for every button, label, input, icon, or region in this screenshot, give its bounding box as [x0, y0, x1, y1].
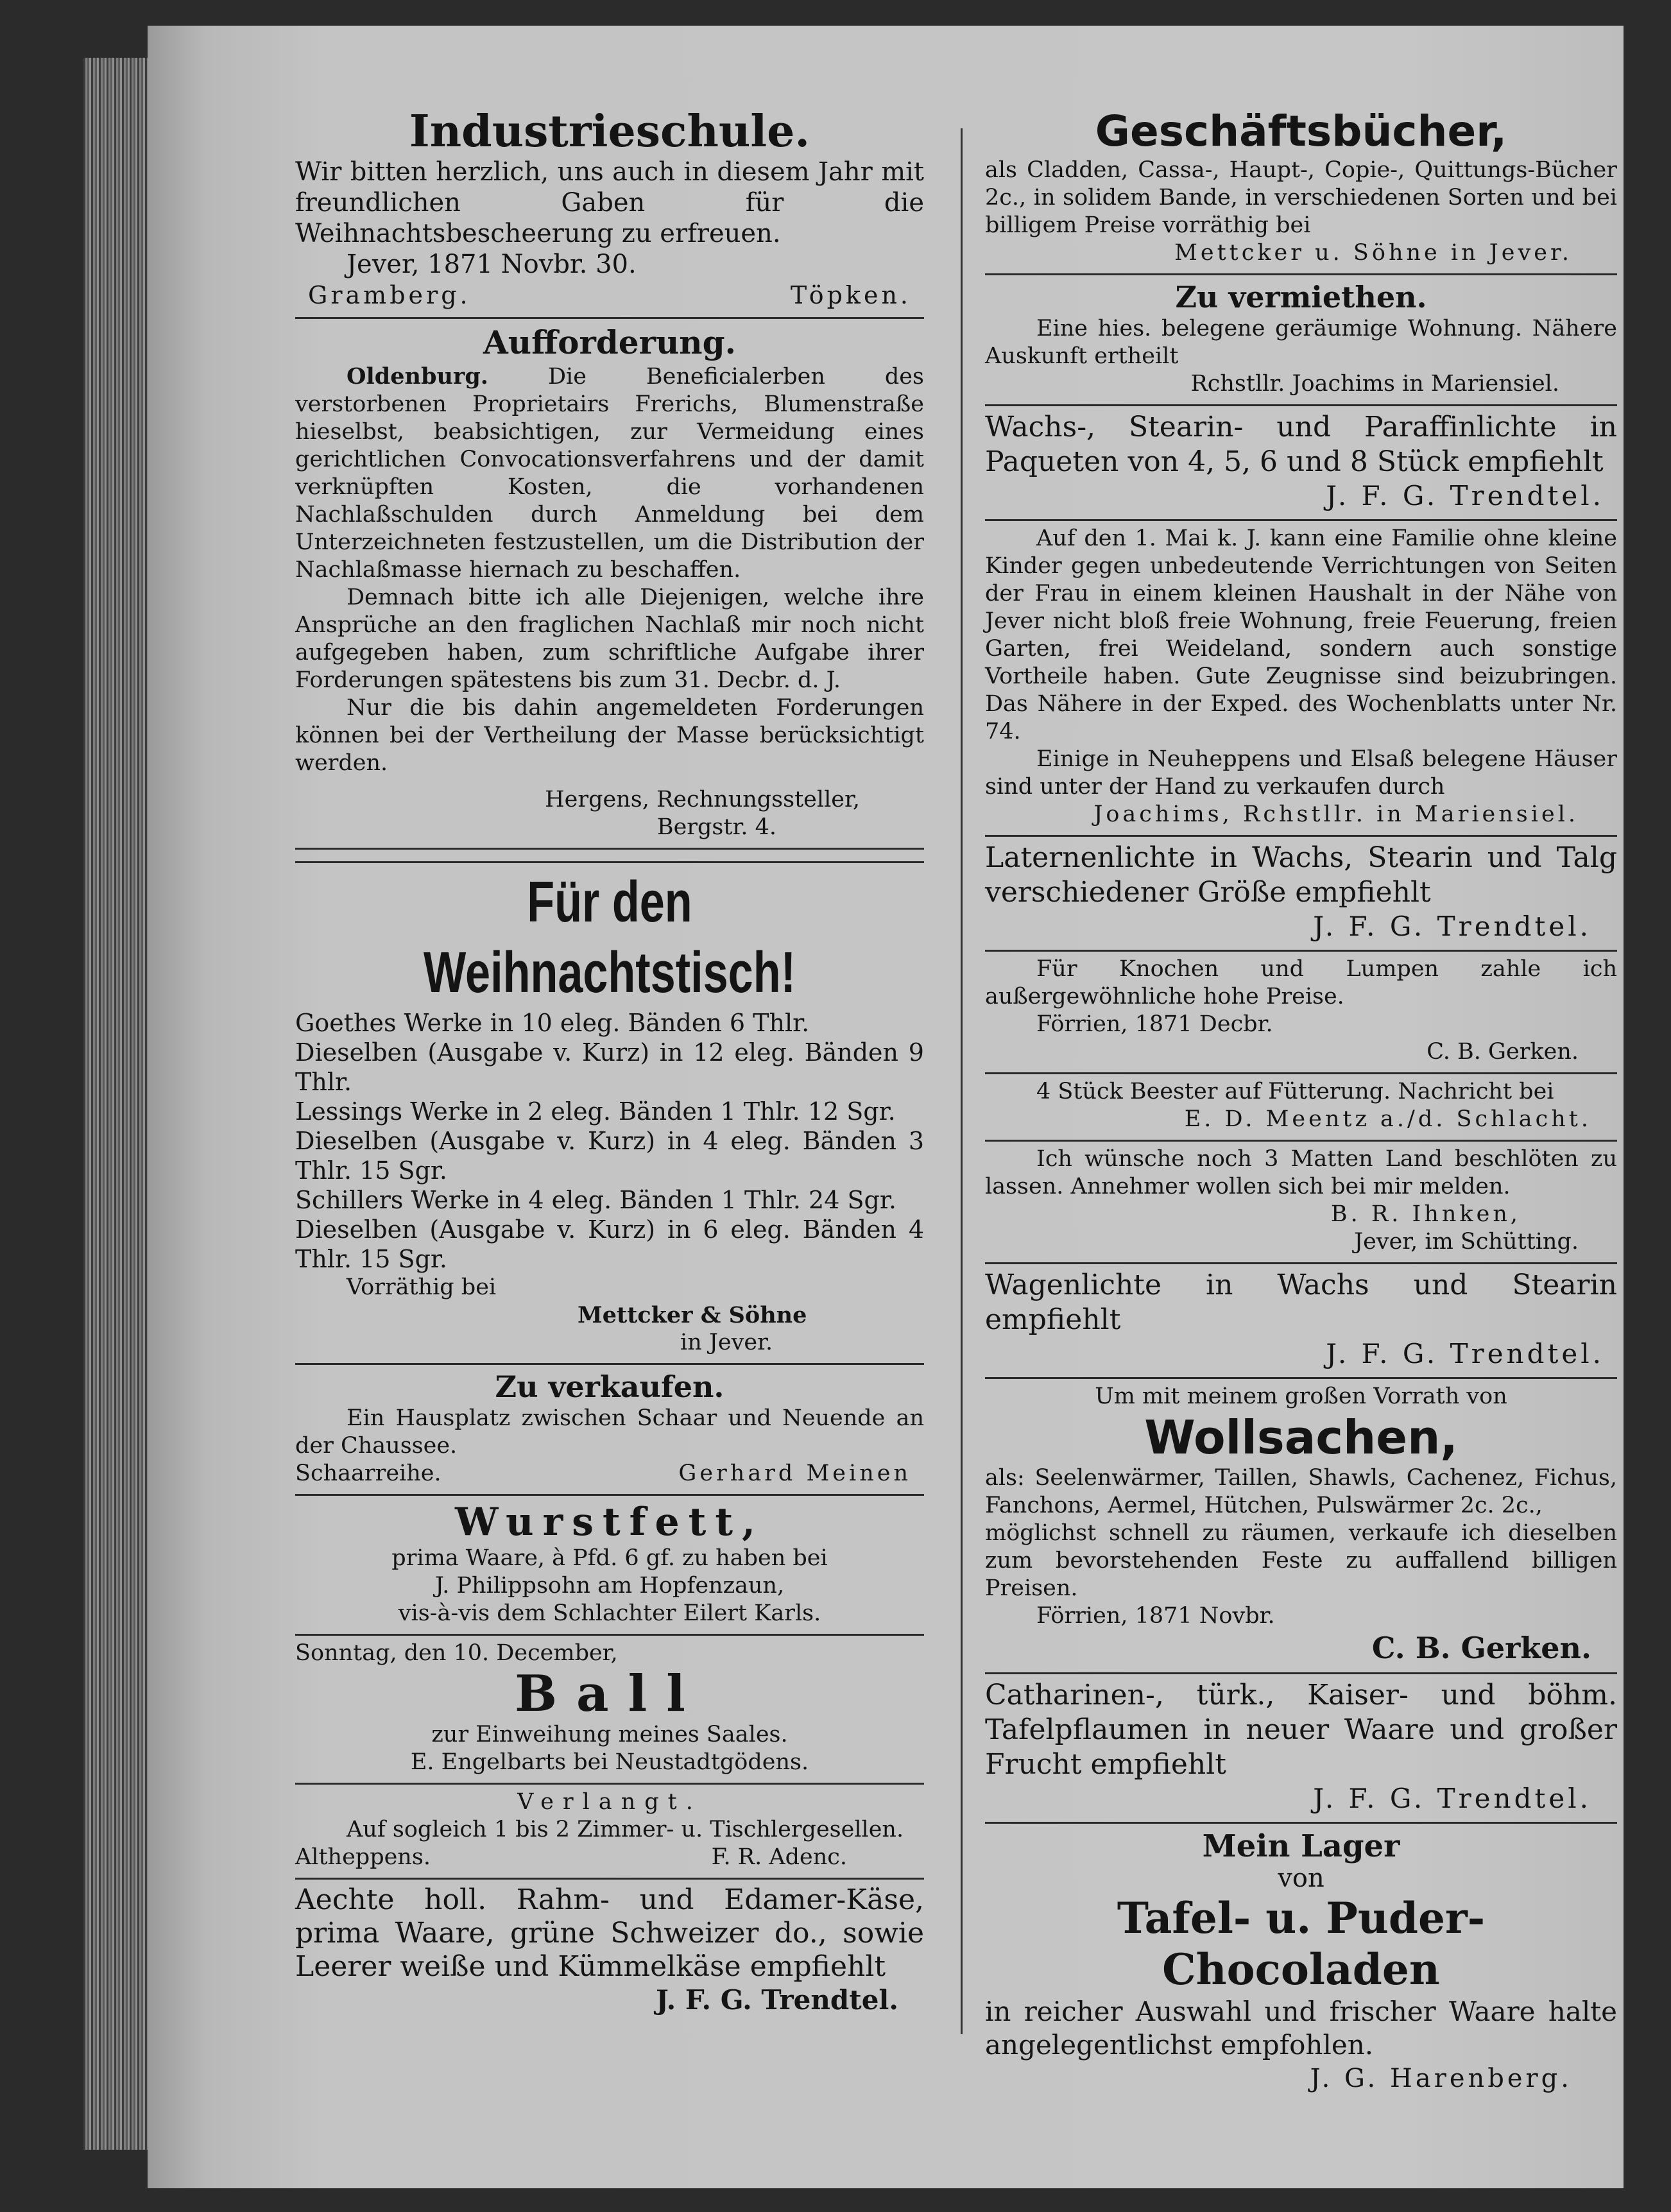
ad-text: als: Seelenwärmer, Taillen, Shawls, Cachenez, Fichus, Fanchons, Aermel, Hütchen, Pulswärmer 2c. 2c., [985, 1465, 1617, 1518]
ad-wollsachen [985, 1379, 1617, 1674]
signature: J. F. G. Trendtel. [1326, 480, 1604, 511]
ad-text: prima Waare, à Pfd. 6 gf. zu haben bei [391, 1545, 828, 1571]
ad-body: Catharinen-, türk., Kaiser- und böhm. Tafelpflaumen in neuer Waare und großer Frucht empfiehlt [985, 1679, 1617, 1781]
signature: Joachims, Rchstllr. in Mariensiel. [1093, 802, 1579, 827]
book-item: Dieselben (Ausgabe v. Kurz) in 12 eleg. Bänden 9 Thlr. [295, 1038, 924, 1096]
ad-aufforderung [295, 319, 924, 850]
ad-title: Für den Weihnachtstisch! [424, 870, 796, 1005]
ad-body: Laternenlichte in Wachs, Stearin und Talg verschiedener Größe empfiehlt [985, 841, 1617, 909]
book-list [295, 1008, 924, 1274]
ad-text: Um mit meinem großen Vorrath von [1095, 1384, 1507, 1409]
signature: C. B. Gerken. [1371, 1631, 1591, 1665]
signature: Gramberg. [308, 281, 471, 309]
signature: E. D. Meentz a./d. Schlacht. [1184, 1106, 1591, 1132]
ad-date: Jever, 1871 Novbr. 30. [347, 250, 637, 279]
ad-body: in reicher Auswahl und frischer Waare halte angelegentlichst empfohlen. [985, 1996, 1617, 2061]
signature: Mettcker u. Söhne in Jever. [1174, 240, 1572, 266]
signature: Jever, im Schütting. [1354, 1229, 1579, 1255]
ad-paragraph [295, 363, 924, 584]
signature: Altheppens. [295, 1844, 431, 1870]
ad-verlangt [295, 1785, 924, 1880]
ad-knochen [985, 952, 1617, 1074]
ad-paragraph: Nur die bis dahin angemeldeten Forderungen können bei der Vertheilung der Masse berücksichtigt werden. [295, 695, 924, 776]
firm-place: in Jever. [680, 1330, 773, 1355]
ad-title: Wollsachen, [1144, 1410, 1458, 1464]
firm-name: Mettcker & Söhne [578, 1302, 807, 1328]
ad-text: J. Philippsohn am Hopfenzaun, [434, 1573, 785, 1599]
ad-body: Ich wünsche noch 3 Matten Land beschlöten zu lassen. Annehmer wollen sich bei mir melden. [985, 1146, 1617, 1199]
ad-geschaeftsbuecher [985, 103, 1617, 275]
book-item: Dieselben (Ausgabe v. Kurz) in 6 eleg. Bänden 4 Thlr. 15 Sgr. [295, 1215, 924, 1273]
left-column [295, 103, 924, 2023]
ad-text: Vorräthig bei [347, 1274, 497, 1300]
ad-signatures [295, 280, 924, 311]
ad-signatures [295, 1460, 924, 1488]
ad-signatures [295, 1844, 924, 1871]
ad-industrieschule [295, 103, 924, 319]
ad-title: Geschäftsbücher, [1095, 107, 1507, 156]
book-item: Goethes Werke in 10 eleg. Bänden 6 Thlr. [295, 1009, 810, 1037]
ad-date: Sonntag, den 10. December, [295, 1640, 618, 1666]
ad-title: Industrieschule. [409, 106, 810, 157]
right-column [985, 103, 1617, 2102]
signature: J. G. Harenberg. [1310, 2064, 1572, 2093]
ad-weihnachtstisch [295, 861, 924, 1365]
ad-body: Wagenlichte in Wachs und Stearin empfiehlt [985, 1269, 1617, 1336]
ad-wurstfett [295, 1496, 924, 1636]
ad-text: E. Engelbarts bei Neustadtgödens. [410, 1749, 809, 1775]
signature: J. F. G. Trendtel. [656, 1984, 898, 2016]
ad-tafelpflaumen [985, 1674, 1617, 1824]
ad-body: als Cladden, Cassa-, Haupt-, Copie-, Quittungs-Bücher 2c., in solidem Bande, in verschiedenen Sorten und bei billigem Preise vorräthig bei [985, 157, 1617, 238]
ad-paragraph: Einige in Neuheppens und Elsaß belegene Häuser sind unter der Hand zu verkaufen durch [985, 746, 1617, 800]
column-divider [961, 128, 963, 2034]
ad-matten [985, 1142, 1617, 1264]
ad-date: Förrien, 1871 Decbr. [1036, 1011, 1273, 1037]
signature: J. F. G. Trendtel. [1313, 1783, 1591, 1814]
place-name: Oldenburg. [347, 363, 488, 390]
ad-date: Förrien, 1871 Novbr. [1036, 1603, 1275, 1629]
ad-kaese [295, 1880, 924, 2023]
signature: C. B. Gerken. [1427, 1039, 1579, 1065]
ad-wagenlichte [985, 1264, 1617, 1379]
book-item: Schillers Werke in 4 eleg. Bänden 1 Thlr. 24 Sgr. [295, 1186, 896, 1214]
book-item: Lessings Werke in 2 eleg. Bänden 1 Thlr. 12 Sgr. [295, 1097, 896, 1126]
ad-chocoladen [985, 1824, 1617, 2102]
ad-heading: Mein Lager [1202, 1828, 1400, 1864]
ad-zu-verkaufen [295, 1365, 924, 1496]
ad-title: Wurstfett, [455, 1500, 764, 1545]
ad-body: Wir bitten herzlich, uns auch in diesem Jahr mit freundlichen Gaben für die Weihnachtsbescheerung zu erfreuen. [295, 157, 924, 248]
signature: J. F. G. Trendtel. [1313, 911, 1591, 942]
ad-body: Auf sogleich 1 bis 2 Zimmer- u. Tischlergesellen. [347, 1817, 904, 1842]
signature: Gerhard Meinen [678, 1461, 911, 1486]
ad-wachslichte [985, 406, 1617, 521]
ad-title: Zu vermiethen. [1175, 280, 1427, 314]
ad-title: Zu verkaufen. [495, 1369, 724, 1404]
ad-text: vis-à-vis dem Schlachter Eilert Karls. [398, 1600, 821, 1626]
ad-title: Aufforderung. [483, 323, 737, 361]
signature: Schaarreihe. [295, 1461, 441, 1486]
ad-body: 4 Stück Beester auf Fütterung. Nachricht bei [1036, 1079, 1554, 1104]
signature: J. F. G. Trendtel. [1326, 1338, 1604, 1369]
ad-text: möglichst schnell zu räumen, verkaufe ich dieselben zum bevorstehenden Feste zu auffallend billigen Preisen. [985, 1520, 1617, 1601]
signature: Rchstllr. Joachims in Mariensiel. [1190, 371, 1559, 397]
ad-title: Tafel- u. Puder-Chocoladen [1117, 1893, 1486, 1994]
signature: F. R. Adenc. [711, 1844, 847, 1870]
ad-heading: von [1278, 1864, 1324, 1893]
signature: Bergstr. 4. [656, 814, 776, 840]
ad-body: Wachs-, Stearin- und Paraffinlichte in Paqueten von 4, 5, 6 und 8 Stück empfiehlt [985, 411, 1617, 478]
ad-laternenlichte [985, 837, 1617, 952]
ad-title: Ball [515, 1665, 705, 1723]
ad-text: Die Beneficialerben des verstorbenen Proprietairs Frerichs, Blumenstraße hieselbst, beabsichtigen, zur Vermeidung eines gerichtlichen Convocationsverfahrens und der damit verknüpften Kosten, die vorhandenen Nachlaßschulden durch Anmeldung bei dem Unterzeichneten festzustellen, um die Distribution der Nachlaßmasse hiernach zu beschaffen. [295, 364, 924, 583]
ad-zu-vermiethen [985, 275, 1617, 406]
ad-paragraph: Demnach bitte ich alle Diejenigen, welche ihre Ansprüche an den fraglichen Nachlaß mir noch nicht aufgegeben haben, zum schriftliche Aufgabe ihrer Forderungen spätestens bis zum 31. Decbr. d. J. [295, 585, 924, 693]
signature: B. R. Ihnken, [1330, 1201, 1521, 1227]
ad-body: Für Knochen und Lumpen zahle ich außergewöhnliche hohe Preise. [985, 956, 1617, 1009]
book-item: Dieselben (Ausgabe v. Kurz) in 4 eleg. Bänden 3 Thlr. 15 Sgr. [295, 1127, 924, 1185]
ad-paragraph: Auf den 1. Mai k. J. kann eine Familie ohne kleine Kinder gegen unbedeutende Verrichtungen von Seiten der Frau in einem kleinen Haushalt in der Nähe von Jever nicht bloß freie Wohnung, freie Feuerung, freien Garten, frei Weideland, sondern auch sonstige Vortheile haben. Gute Zeugnisse sind beizubringen. Das Nähere in der Exped. des Wochenblatts unter Nr. 74. [985, 526, 1617, 744]
ad-ball [295, 1636, 924, 1785]
ad-title: Verlangt. [517, 1789, 702, 1815]
ad-body: Ein Hausplatz zwischen Schaar und Neuende an der Chaussee. [295, 1405, 924, 1459]
ad-body: Eine hies. belegene geräumige Wohnung. Nähere Auskunft ertheilt [985, 316, 1617, 369]
ad-text: zur Einweihung meines Saales. [431, 1722, 788, 1747]
signature: Töpken. [790, 281, 911, 309]
ad-body: Aechte holl. Rahm- und Edamer-Käse, prima Waare, grüne Schweizer do., sowie Leerer weiße und Kümmelkäse empfiehlt [295, 1883, 924, 1983]
ad-familie [985, 521, 1617, 837]
ad-beester [985, 1074, 1617, 1142]
signature: Hergens, Rechnungssteller, [545, 787, 860, 812]
